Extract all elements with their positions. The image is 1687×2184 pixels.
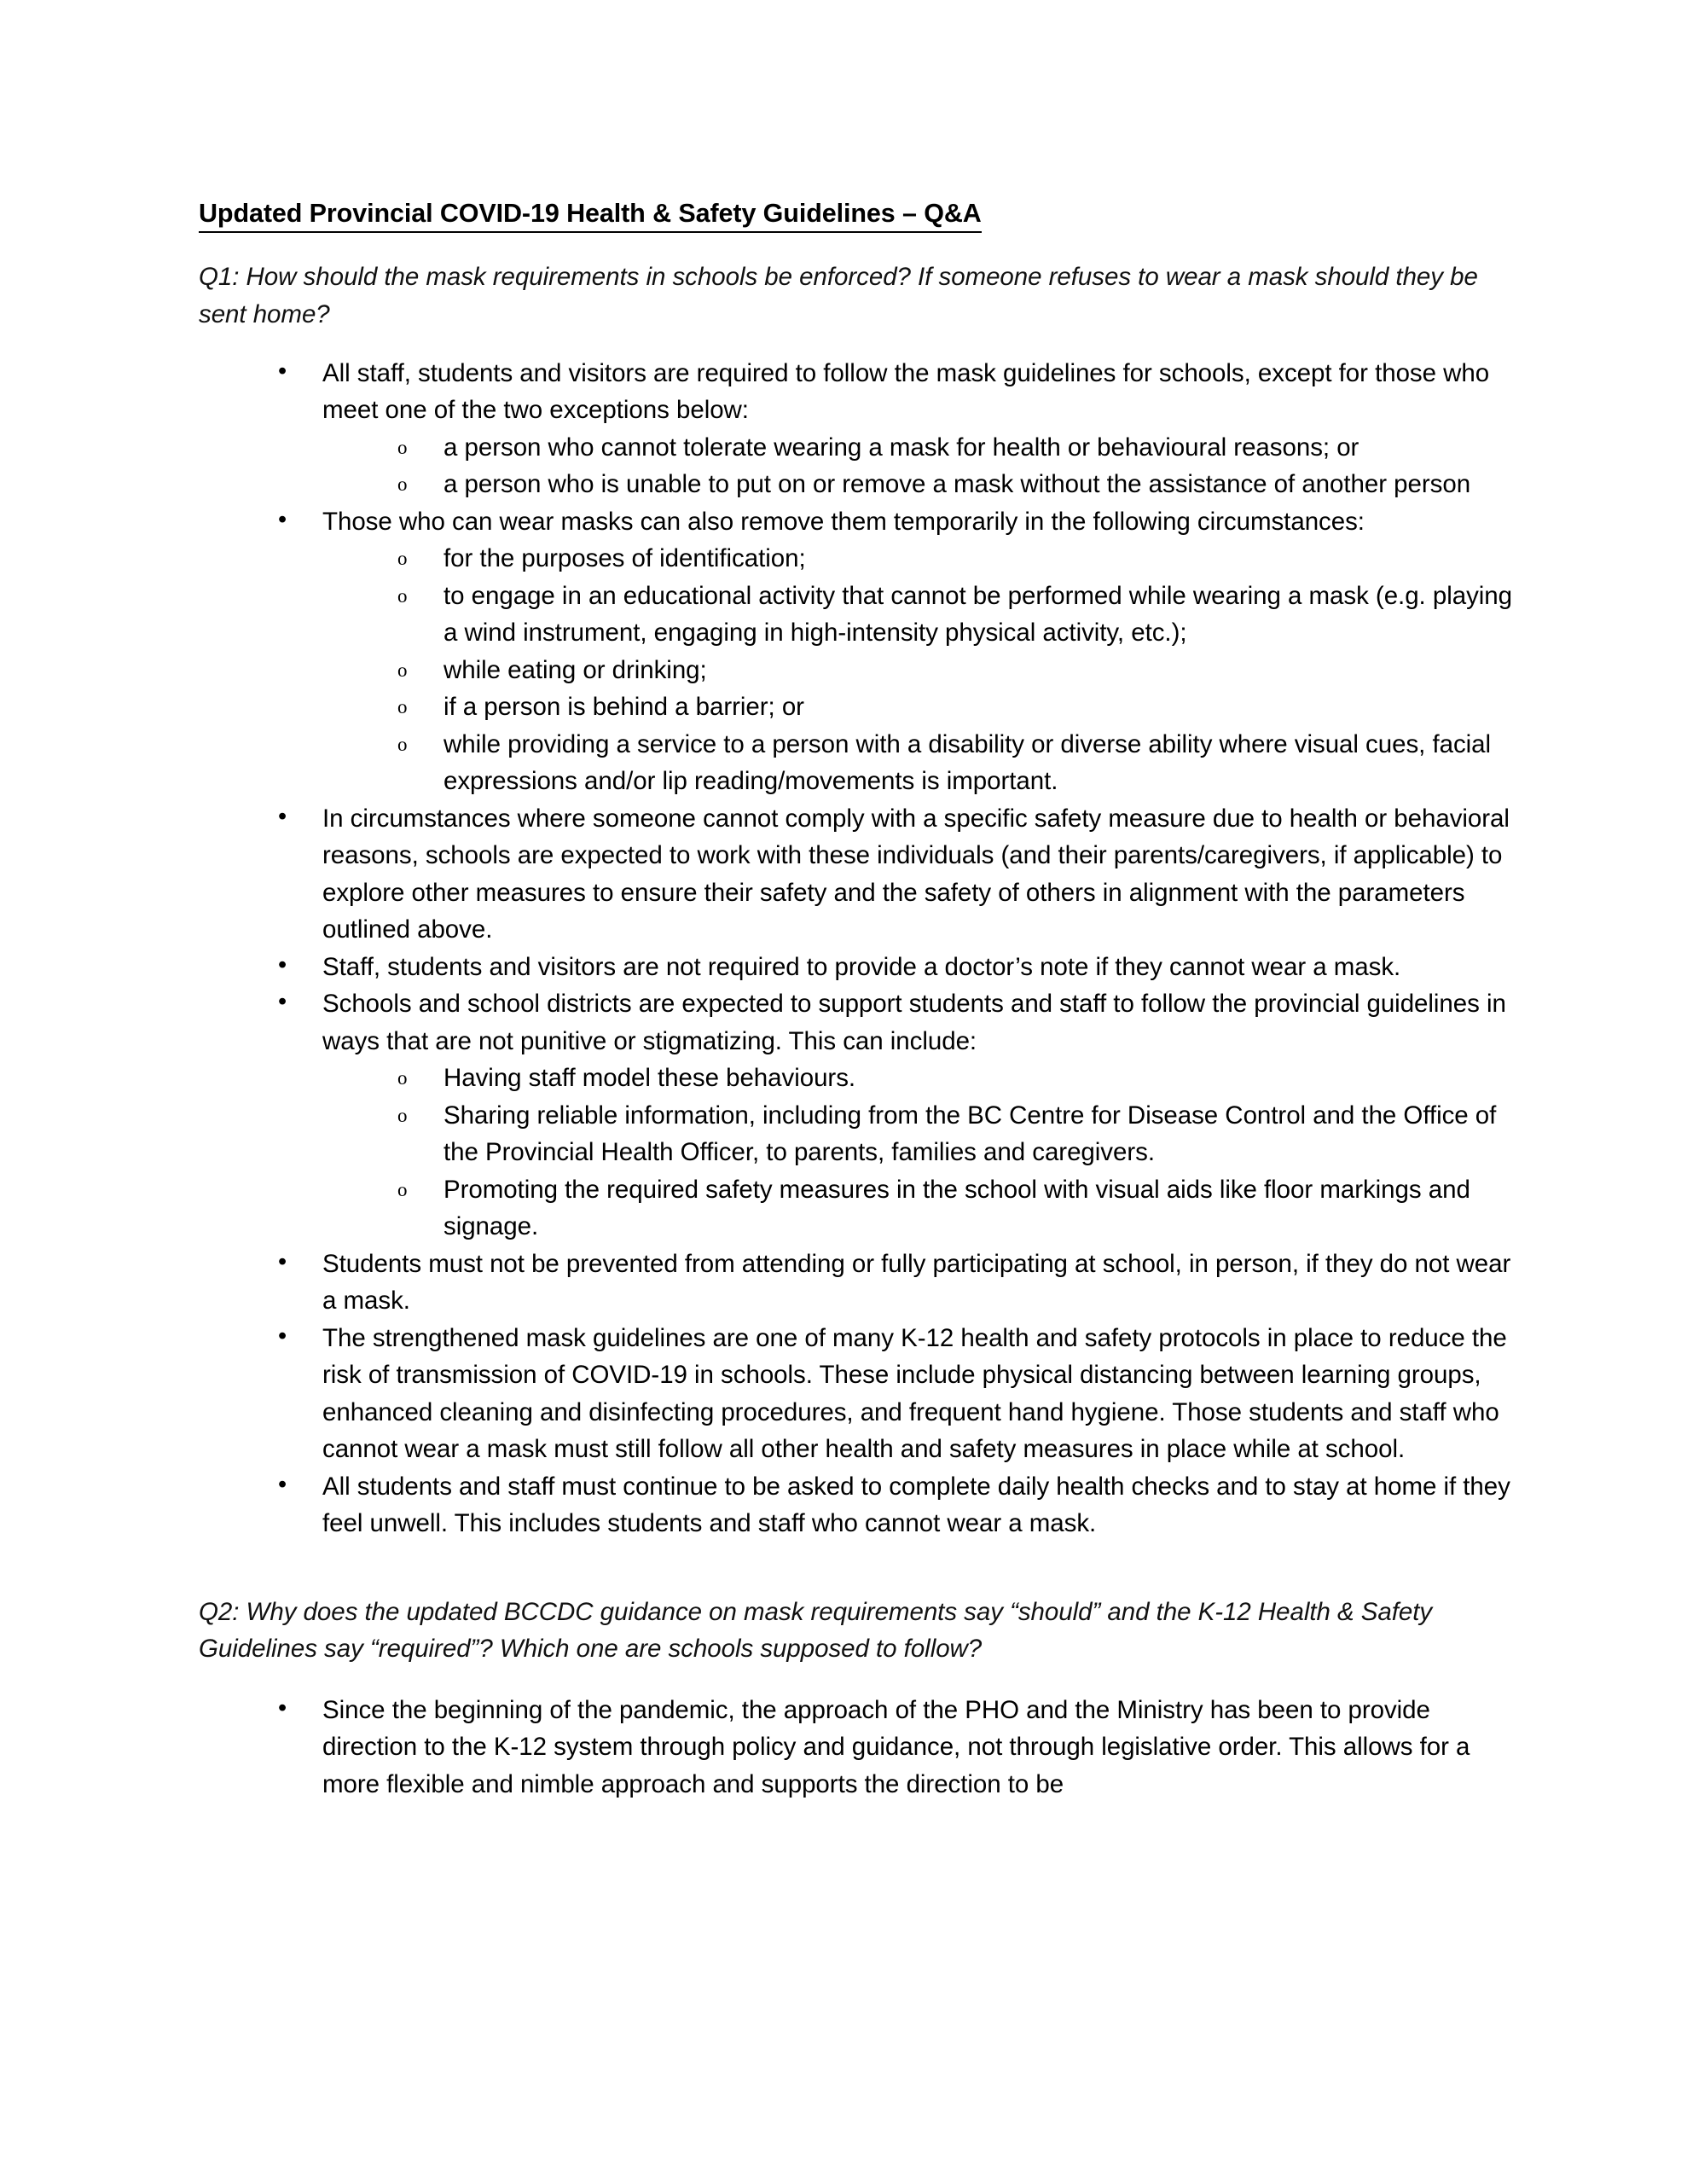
sub-list-item xyxy=(377,652,1529,689)
sub-list-item xyxy=(377,726,1529,800)
question-heading-q2: Q2: Why does the updated BCCDC guidance on mask requirements say “should” and the K-12 Health & Safety Guidelines say “required”? Which one are schools supposed to follow? xyxy=(199,1597,1433,1664)
sub-list xyxy=(322,429,1529,503)
sub-bullet-text: Having staff model these behaviours. xyxy=(443,1064,856,1093)
document-body xyxy=(199,198,1529,1803)
list-item xyxy=(251,1692,1529,1804)
sub-list-item xyxy=(377,578,1529,652)
sub-bullet-text: a person who is unable to put on or remove a mask without the assistance of another person xyxy=(443,470,1471,499)
list-item xyxy=(251,1468,1529,1542)
sub-bullet-text: for the purposes of identification; xyxy=(443,544,806,573)
sub-list xyxy=(322,540,1529,800)
list-item xyxy=(251,949,1529,986)
sub-bullet-text: if a person is behind a barrier; or xyxy=(443,693,804,722)
answer-list-q2 xyxy=(199,1692,1529,1804)
sub-list-item xyxy=(377,466,1529,503)
bullet-text: • All students and staff must continue to be asked to complete daily health checks and to stay at home if they feel unwell. This includes students and staff who cannot wear a mask. xyxy=(322,1472,1510,1538)
list-item xyxy=(251,800,1529,949)
sub-list-item xyxy=(377,1171,1529,1246)
list-item xyxy=(251,355,1529,503)
sub-list-item xyxy=(377,540,1529,578)
bullet-text: • Since the beginning of the pandemic, the approach of the PHO and the Ministry has been to provide direction to the K-12 system through policy and guidance, not through legislative order. This allows for a more flexible and nimble approach and supports the direction to be xyxy=(322,1695,1470,1798)
sub-list xyxy=(322,1060,1529,1246)
sub-list-item xyxy=(377,429,1529,467)
question-heading-q1: Q1: How should the mask requirements in schools be enforced? If someone refuses to wear a mask should they be sent home? xyxy=(199,263,1478,328)
answer-list-q1 xyxy=(199,355,1529,1542)
bullet-text: • All staff, students and visitors are required to follow the mask guidelines for schools, except for those who meet one of the two exceptions below: xyxy=(322,358,1490,425)
bullet-text: • Students must not be prevented from attending or fully participating at school, in person, if they do not wear a mask. xyxy=(322,1249,1511,1316)
list-item xyxy=(251,503,1529,800)
bullet-text: • The strengthened mask guidelines are one of many K-12 health and safety protocols in place to reduce the risk of transmission of COVID-19 in schools. These include physical distancing between learning groups, enhanced cleaning and disinfecting procedures, and frequent hand hygiene. Those students and staff who cannot wear a mask must still follow all other health and safety measures in place while at school. xyxy=(322,1323,1507,1464)
section-spacer xyxy=(199,1542,1529,1594)
sub-list-item xyxy=(377,1097,1529,1171)
sub-bullet-text: while eating or drinking; xyxy=(443,655,707,684)
list-item xyxy=(251,985,1529,1246)
bullet-text: • Staff, students and visitors are not required to provide a doctor’s note if they cannot wear a mask. xyxy=(322,952,1401,981)
list-item xyxy=(251,1246,1529,1320)
list-item xyxy=(251,1320,1529,1468)
sub-bullet-text: while providing a service to a person with a disability or diverse ability where visual cues, facial expressions and/or lip reading/movements is important. xyxy=(443,729,1492,796)
sub-bullet-text: Sharing reliable information, including from the BC Centre for Disease Control and the Office of the Provincial Health Officer, to parents, families and caregivers. xyxy=(443,1101,1497,1167)
sub-bullet-text: Promoting the required safety measures in the school with visual aids like floor markings and signage. xyxy=(443,1175,1470,1241)
page-title: Updated Provincial COVID-19 Health & Safety Guidelines – Q&A xyxy=(199,198,982,233)
bullet-text: • In circumstances where someone cannot comply with a specific safety measure due to health or behavioral reasons, schools are expected to work with these individuals (and their parents/caregivers, if applicable) to explore other measures to ensure their safety and the safety of others in alignment with the parameters outlined above. xyxy=(322,804,1510,944)
sub-list-item xyxy=(377,1060,1529,1097)
sub-bullet-text: a person who cannot tolerate wearing a mask for health or behavioural reasons; or xyxy=(443,433,1359,462)
sub-list-item xyxy=(377,688,1529,726)
sub-bullet-text: to engage in an educational activity that cannot be performed while wearing a mask (e.g. playing a wind instrument, engaging in high-intensity physical activity, etc.); xyxy=(443,581,1512,648)
bullet-text: • Schools and school districts are expected to support students and staff to follow the provincial guidelines in ways that are not punitive or stigmatizing. This can include: xyxy=(322,990,1506,1055)
bullet-text: • Those who can wear masks can also remove them temporarily in the following circumstances: xyxy=(322,507,1365,536)
